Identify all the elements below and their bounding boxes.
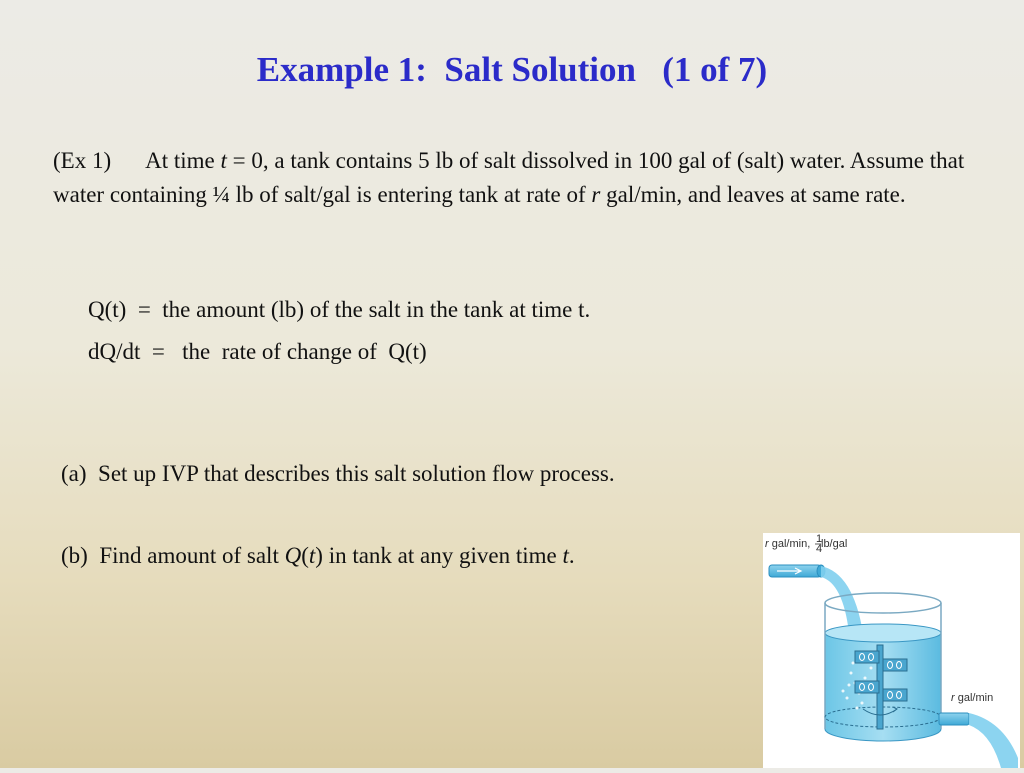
inflow-label: r gal/min, — [765, 538, 811, 550]
inflow-fraction-numerator: 1 — [816, 533, 823, 545]
tank-diagram — [763, 533, 1020, 768]
inflow-fraction-denominator: 4 — [816, 543, 823, 555]
outflow-pipe — [939, 713, 969, 725]
definition-q: Q(t) = the amount (lb) of the salt in the tank at time t. — [88, 297, 591, 322]
inflow-unit: lb/gal — [821, 538, 848, 550]
problem-statement: (Ex 1) At time t = 0, a tank contains 5 lb of salt dissolved in 100 gal of (salt) water. Assume that water containing ¼ lb of salt/gal is entering tank at rate of r gal/min, and leaves at same rate. — [53, 148, 965, 207]
outflow-stream — [969, 713, 1018, 768]
question-b: (b) Find amount of salt Q(t) in tank at any given time t. — [61, 543, 575, 568]
tank-illustration — [763, 533, 1020, 768]
slide-title: Example 1: Salt Solution (1 of 7) — [256, 50, 768, 89]
example-label: (Ex 1) — [53, 148, 112, 173]
question-a: (a) Set up IVP that describes this salt solution flow process. — [61, 461, 615, 486]
outflow-label: r gal/min — [951, 692, 994, 704]
definition-dq-dt: dQ/dt = the rate of change of Q(t) — [88, 339, 427, 364]
